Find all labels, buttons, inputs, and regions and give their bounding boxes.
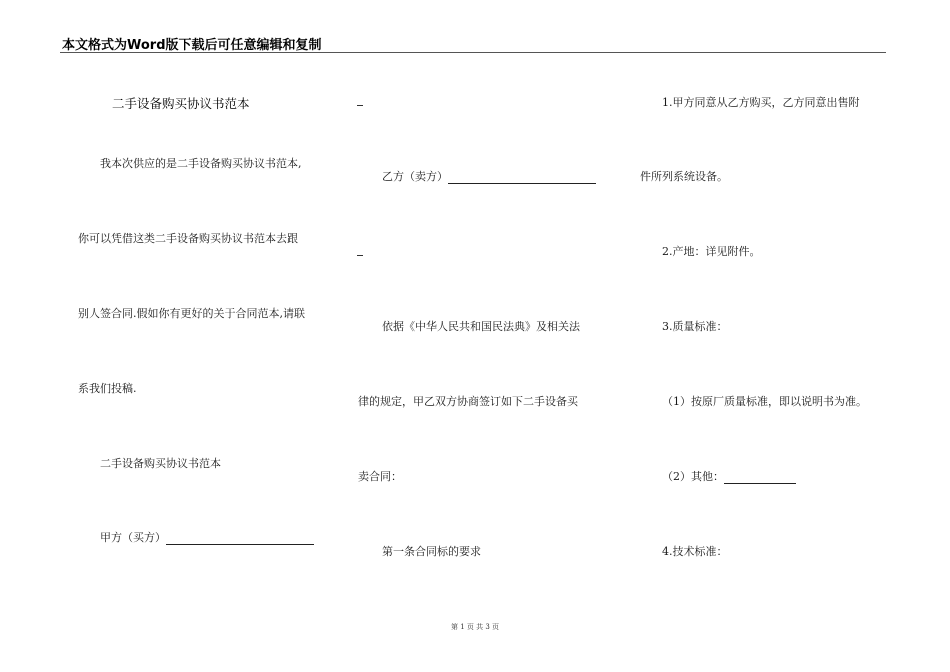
document-header: 本文格式为Word版下载后可任意编辑和复制	[62, 38, 322, 53]
clause-3-2-blank	[724, 471, 796, 484]
stray-dash-2	[357, 255, 363, 256]
contract-subtitle: 二手设备购买协议书范本	[100, 457, 221, 470]
clause-3-2-label: （2）其他：	[662, 470, 724, 483]
clause-3: 3.质量标准：	[662, 320, 728, 333]
basis-line-3: 卖合同：	[358, 470, 402, 483]
basis-line-1: 依据《中华人民共和国民法典》及相关法	[382, 320, 580, 333]
party-b-label: 乙方（卖方）	[382, 170, 448, 183]
intro-line-1: 我本次供应的是二手设备购买协议书范本,	[100, 157, 302, 170]
intro-line-2: 你可以凭借这类二手设备购买协议书范本去跟	[78, 232, 298, 245]
stray-dash-1	[357, 105, 363, 106]
document-title: 二手设备购买协议书范本	[112, 96, 250, 111]
clause-2: 2.产地：详见附件。	[662, 245, 761, 258]
header-rule	[60, 52, 886, 53]
party-a-field	[100, 529, 314, 545]
party-a-label: 甲方（买方）	[100, 531, 166, 544]
party-b-field	[382, 168, 596, 184]
page-footer: 第 1 页 共 3 页	[450, 623, 500, 631]
clause-1-line-2: 件所列系统设备。	[640, 170, 728, 183]
party-a-blank	[166, 532, 314, 545]
clause-1-line-1: 1.甲方同意从乙方购买，乙方同意出售附	[662, 96, 860, 109]
intro-line-3: 别人签合同.假如你有更好的关于合同范本,请联	[78, 307, 305, 320]
party-b-blank	[448, 171, 596, 184]
article-1-heading: 第一条合同标的要求	[382, 545, 481, 558]
intro-line-4: 系我们投稿.	[78, 382, 137, 395]
clause-4: 4.技术标准：	[662, 545, 728, 558]
basis-line-2: 律的规定，甲乙双方协商签订如下二手设备买	[358, 395, 578, 408]
clause-3-1: （1）按原厂质量标准，即以说明书为准。	[662, 395, 867, 408]
clause-3-2-field	[662, 468, 796, 484]
